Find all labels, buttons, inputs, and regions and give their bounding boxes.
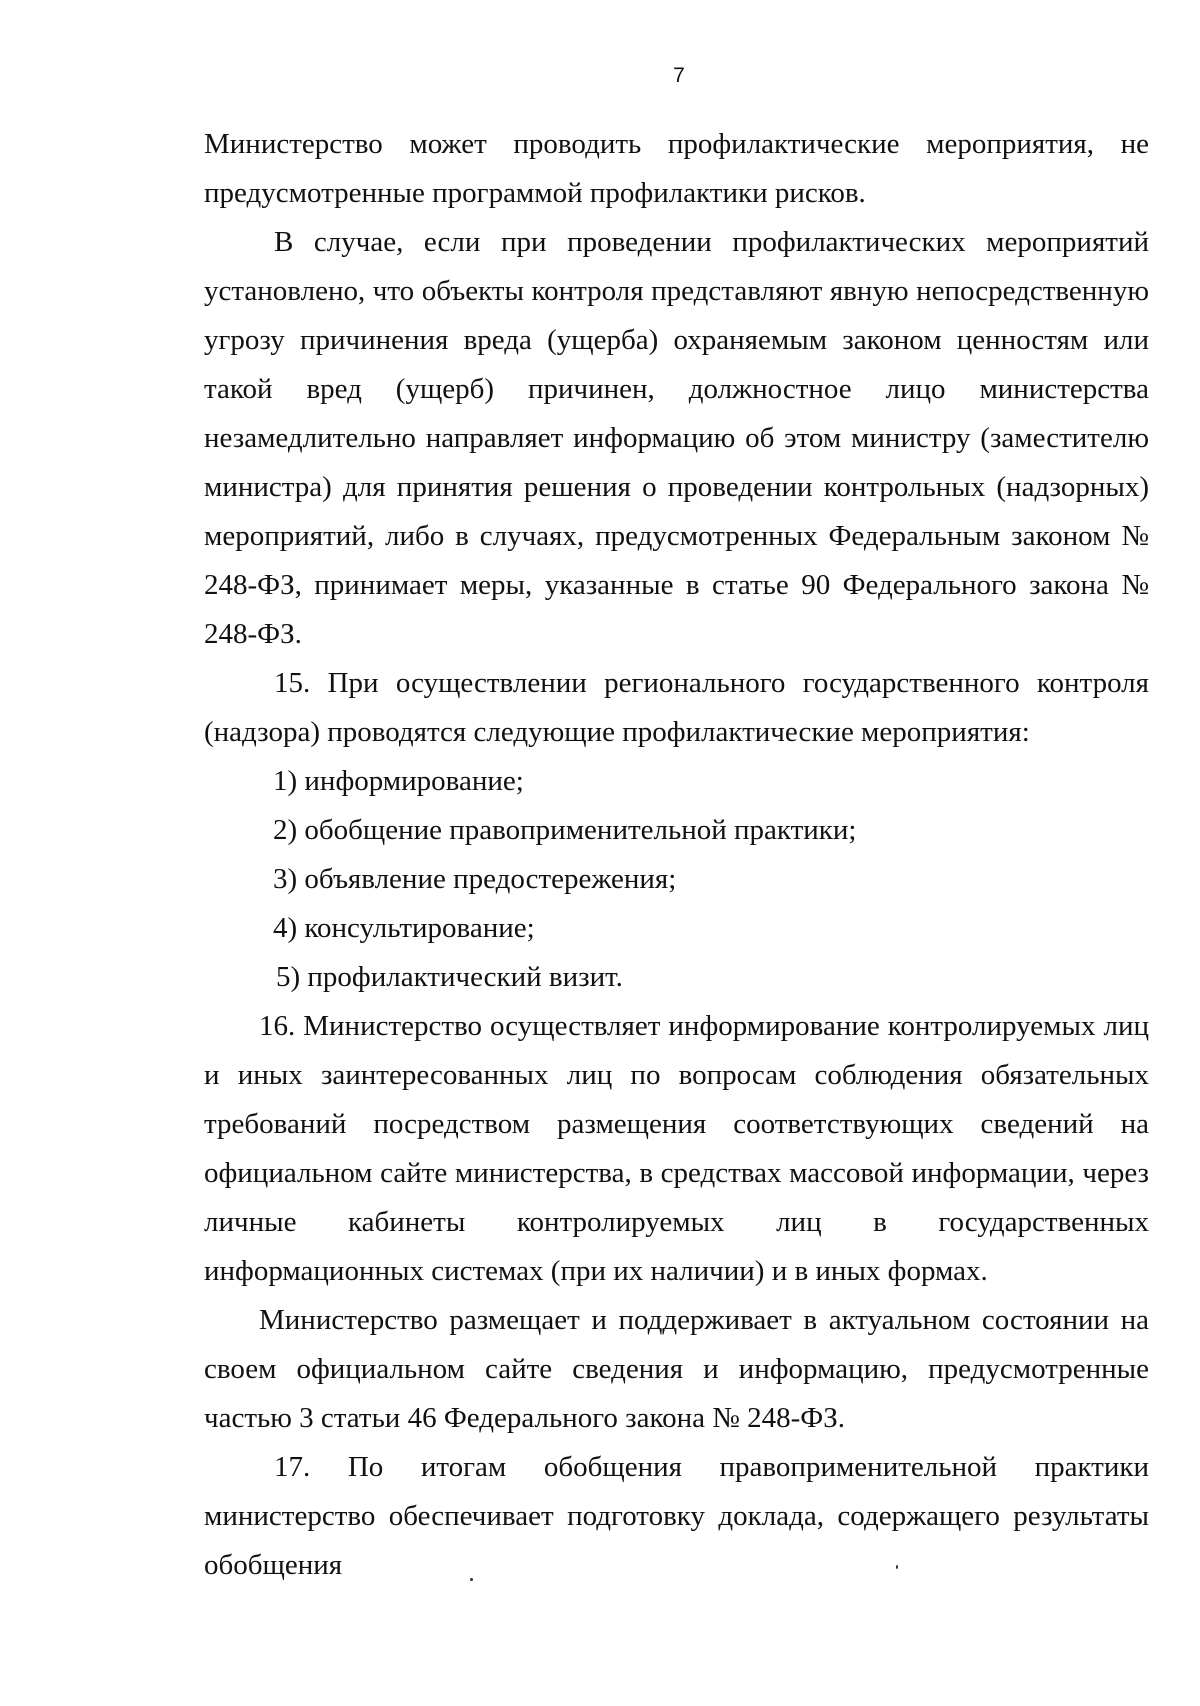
paragraph-threat-case: В случае, если при проведении профилактических мероприятий установлено, что объекты контроля представляют явную непосредственную угрозу причинения вреда (ущерба) охраняемым законом ценностям или такой вред (ущерб) причинен, должностное лицо министерства незамедлительно направляет информацию об этом министру (заместителю министра) для принятия решения о проведении контрольных (надзорных) мероприятий, либо в случаях, предусмотренных Федеральным законом № 248-ФЗ, принимает меры, указанные в статье 90 Федерального закона № 248-ФЗ.	[204, 226, 1149, 650]
paragraph-16-site: Министерство размещает и поддерживает в актуальном состоянии на своем официальном сайте сведения и информацию, предусмотренные частью 3 статьи 46 Федерального закона № 248-ФЗ.	[204, 1304, 1149, 1434]
list-item-3: 3) объявление предостережения;	[273, 863, 677, 895]
paragraph-ministry-measures: Министерство может проводить профилактические мероприятия, не предусмотренные программой профилактики рисков.	[204, 128, 1149, 209]
scan-speck	[896, 1565, 898, 1569]
list-item-5: 5) профилактический визит.	[276, 961, 623, 993]
document-body	[204, 120, 1149, 1590]
paragraph-15: 15. При осуществлении регионального государственного контроля (надзора) проводятся следующие профилактические мероприятия:	[204, 667, 1149, 748]
list-item-4: 4) консультирование;	[273, 912, 535, 944]
paragraph-17: 17. По итогам обобщения правоприменительной практики министерство обеспечивает подготовку доклада, содержащего результаты обобщения	[204, 1451, 1149, 1581]
list-item-2: 2) обобщение правоприменительной практики;	[273, 814, 857, 846]
list-item-1: 1) информирование;	[273, 765, 524, 797]
scan-speck	[470, 1578, 473, 1581]
page-number: 7	[673, 64, 685, 87]
paragraph-16: 16. Министерство осуществляет информирование контролируемых лиц и иных заинтересованных лиц по вопросам соблюдения обязательных требований посредством размещения соответствующих сведений на официальном сайте министерства, в средствах массовой информации, через личные кабинеты контролируемых лиц в государственных информационных системах (при их наличии) и в иных формах.	[204, 1010, 1149, 1287]
